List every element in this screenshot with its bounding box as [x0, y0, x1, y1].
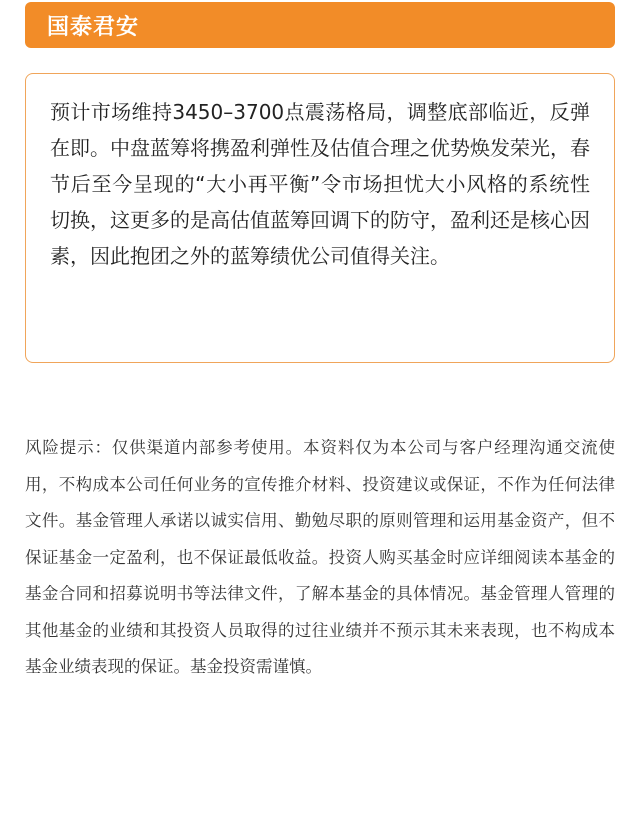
risk-notice-text: 风险提示：仅供渠道内部参考使用。本资料仅为本公司与客户经理沟通交流使用，不构成本公司任何业务的宣传推介材料、投资建议或保证，不作为任何法律文件。基金管理人承诺以诚实信用、勤勉尽职的原则管理和运用基金资产，但不保证基金一定盈利，也不保证最低收益。投资人购买基金时应详细阅读本基金的基金合同和招募说明书等法律文件，了解本基金的具体情况。基金管理人管理的其他基金的业绩和其投资人员取得的过往业绩并不预示其未来表现，也不构成本基金业绩表现的保证。基金投资需谨慎。 [25, 438, 615, 676]
institution-name: 国泰君安 [47, 14, 140, 40]
market-outlook-card [25, 73, 615, 363]
institution-header [25, 2, 615, 48]
risk-notice [25, 430, 615, 686]
market-outlook-text: 预计市场维持3450–3700点震荡格局，调整底部临近，反弹在即。中盘蓝筹将携盈利弹性及估值合理之优势焕发荣光，春节后至今呈现的“大小再平衡”令市场担忧大小风格的系统性切换，这更多的是高估值蓝筹回调下的防守，盈利还是核心因素，因此抱团之外的蓝筹绩优公司值得关注。 [50, 100, 590, 268]
